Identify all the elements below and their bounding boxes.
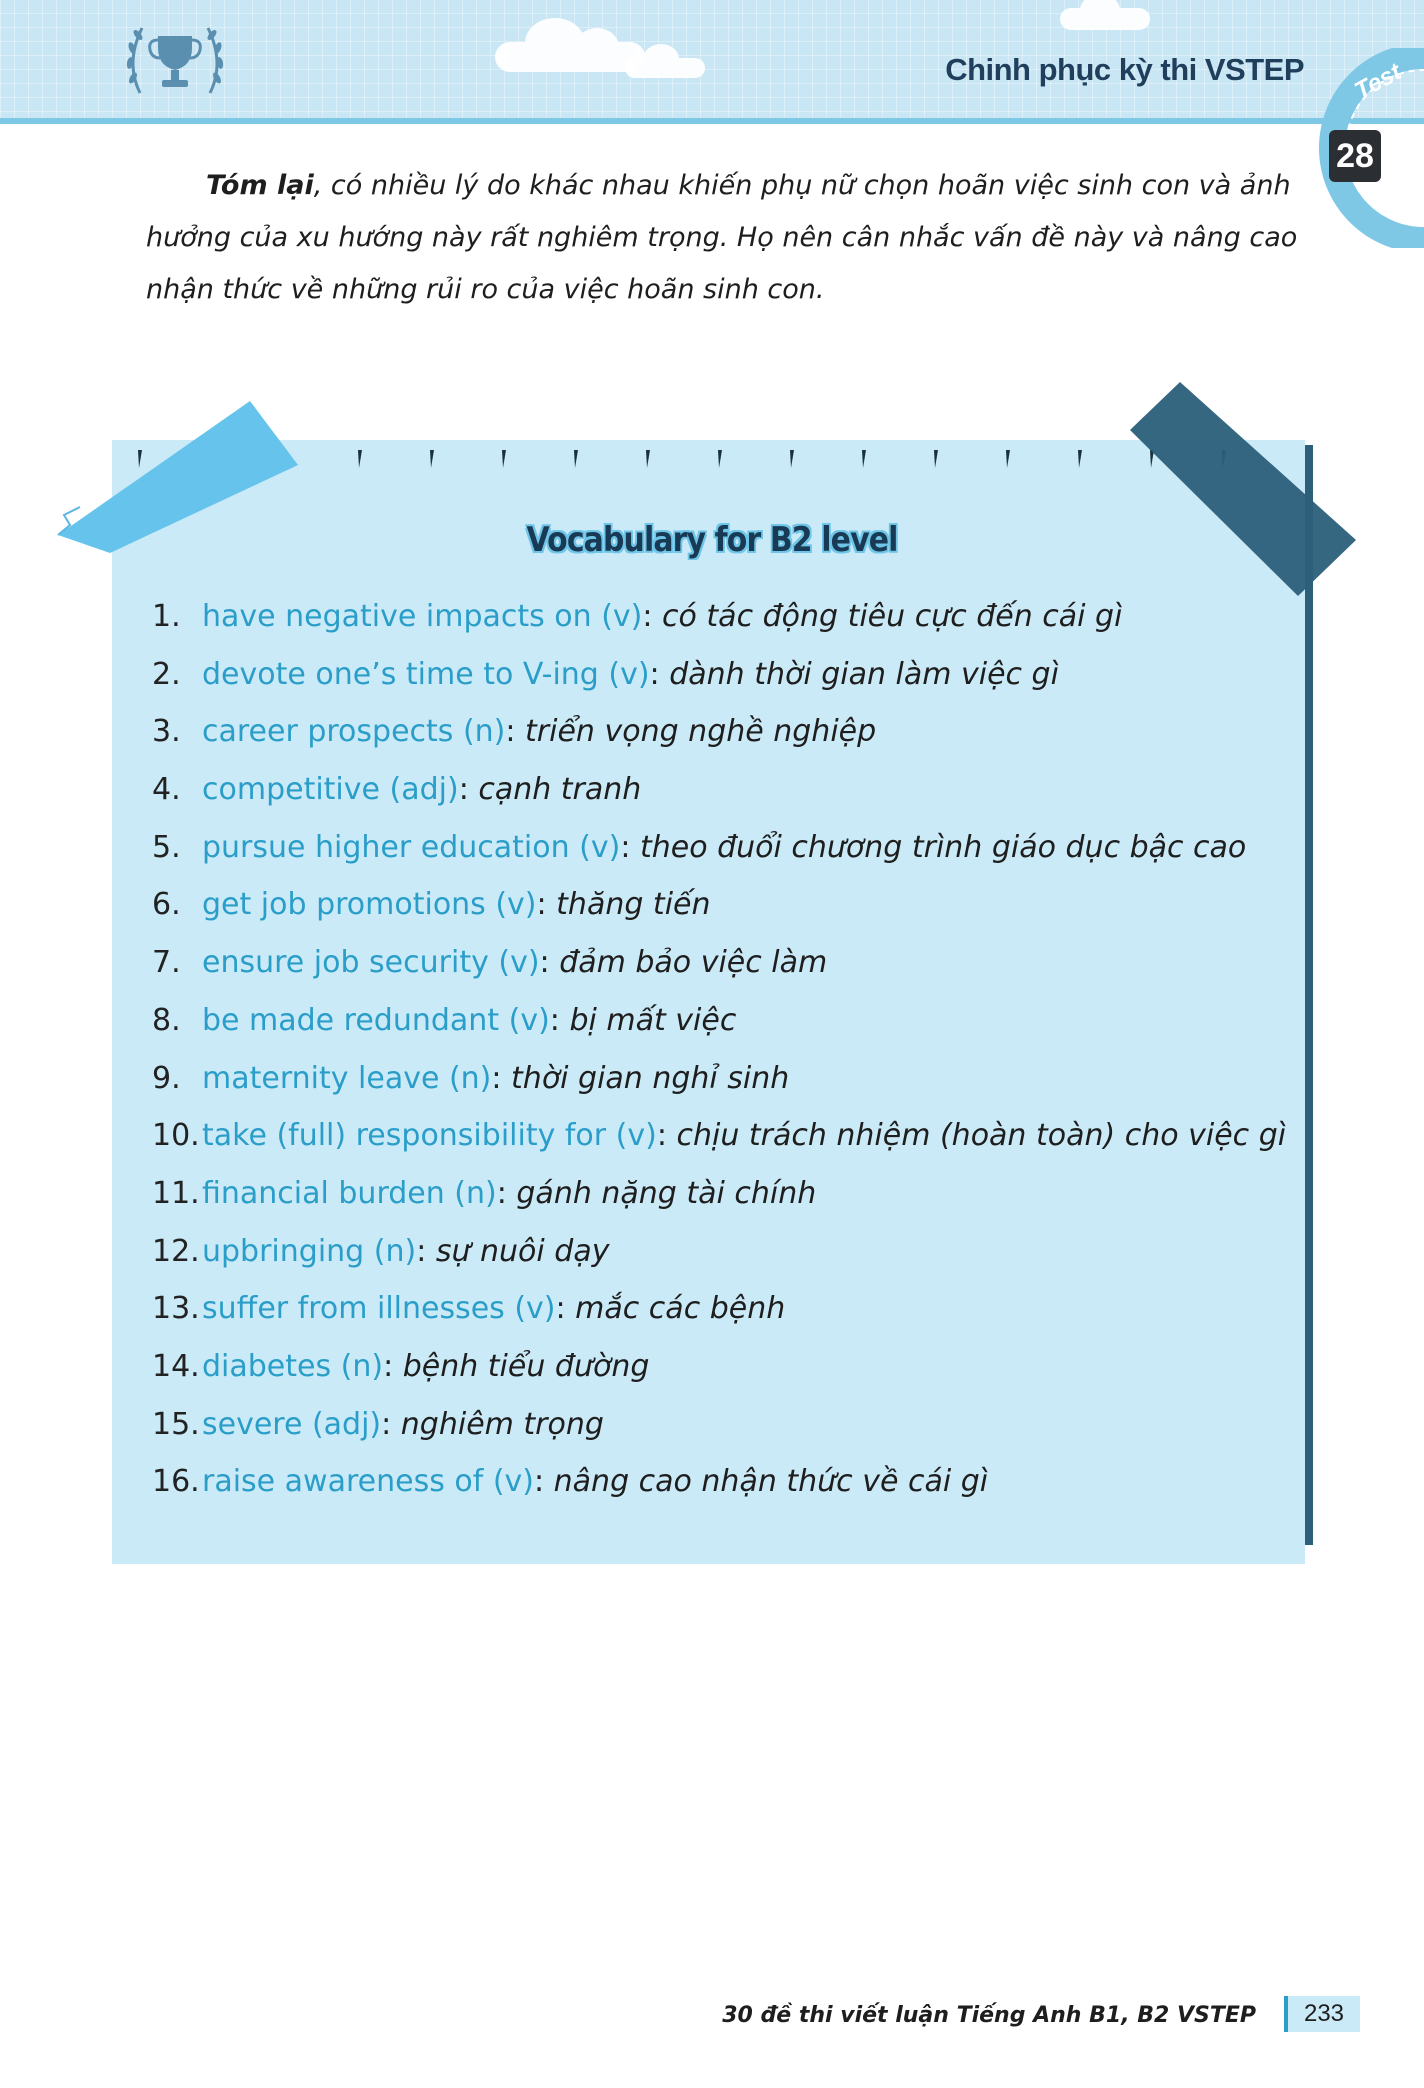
vocabulary-meaning: thời gian nghỉ sinh — [511, 1060, 790, 1096]
vocabulary-number: 5. — [152, 829, 181, 865]
vocabulary-number: 11. — [152, 1175, 200, 1211]
vocabulary-item — [152, 819, 1302, 877]
vocabulary-term: financial burden (n) — [202, 1175, 497, 1211]
vocabulary-term: have negative impacts on (v) — [202, 599, 643, 634]
page-number: 233 — [1284, 1996, 1360, 2032]
vocabulary-title — [85, 520, 1338, 560]
vocabulary-item — [152, 1453, 1302, 1511]
vocabulary-item — [152, 1223, 1302, 1281]
vocabulary-meaning: mắc các bệnh — [575, 1291, 786, 1327]
vocabulary-meaning: triển vọng nghề nghiệp — [525, 714, 877, 750]
vocabulary-number: 1. — [152, 599, 181, 634]
vocabulary-term: be made redundant (v) — [202, 1002, 550, 1038]
vocabulary-item — [152, 761, 1302, 819]
summary-paragraph — [146, 160, 1312, 316]
vocabulary-separator: : — [656, 1118, 677, 1154]
vocabulary-term: ensure job security (v) — [202, 945, 540, 981]
vocabulary-separator: : — [549, 1002, 570, 1038]
vocabulary-term: maternity leave (n) — [202, 1060, 492, 1096]
vocabulary-number: 13. — [152, 1291, 200, 1327]
vocabulary-term: career prospects (n) — [202, 714, 506, 750]
vocabulary-separator: : — [381, 1406, 401, 1442]
vocabulary-item — [152, 934, 1302, 992]
vocabulary-number: 16. — [152, 1464, 200, 1500]
vocabulary-meaning: thăng tiến — [556, 887, 711, 923]
vocabulary-meaning: đảm bảo việc làm — [559, 945, 828, 981]
vocabulary-separator: : — [539, 945, 560, 981]
vocabulary-term: raise awareness of (v) — [202, 1464, 534, 1500]
vocabulary-meaning: theo đuổi chương trình giáo dục bậc cao — [639, 829, 1247, 865]
vocabulary-separator: : — [491, 1060, 512, 1096]
vocabulary-item — [152, 1338, 1302, 1396]
vocabulary-meaning: chịu trách nhiệm (hoàn toàn) cho việc gì — [676, 1118, 1287, 1154]
vocabulary-list — [152, 588, 1302, 1511]
series-title: Chinh phục kỳ thi VSTEP — [945, 52, 1304, 87]
vocabulary-term: severe (adj) — [202, 1406, 382, 1442]
vocabulary-number: 12. — [152, 1233, 200, 1269]
book-title: 30 đề thi viết luận Tiếng Anh B1, B2 VSTEP — [722, 2003, 1256, 2028]
vocabulary-number: 4. — [152, 772, 181, 808]
vocabulary-meaning: nghiêm trọng — [400, 1406, 604, 1442]
vocabulary-separator: : — [620, 829, 640, 865]
vocabulary-item — [152, 646, 1302, 704]
vocabulary-number: 14. — [152, 1348, 200, 1384]
test-label: Test — [1350, 58, 1406, 105]
vocabulary-item — [152, 1280, 1302, 1338]
vocabulary-number: 9. — [152, 1060, 181, 1096]
vocabulary-term: devote one’s time to V-ing (v) — [202, 656, 650, 692]
vocabulary-number: 15. — [152, 1406, 200, 1442]
vocabulary-term: pursue higher education (v) — [202, 829, 621, 865]
vocabulary-meaning: dành thời gian làm việc gì — [669, 656, 1059, 692]
vocabulary-separator: : — [642, 599, 663, 634]
cloud-decoration — [1060, 8, 1150, 30]
vocabulary-separator: : — [534, 1464, 554, 1500]
vocabulary-term: get job promotions (v) — [202, 887, 537, 923]
vocabulary-item — [152, 1050, 1302, 1108]
vocabulary-term: upbringing (n) — [202, 1233, 417, 1269]
test-number: 28 — [1329, 130, 1381, 182]
vocabulary-separator: : — [416, 1233, 436, 1269]
vocabulary-number: 10. — [152, 1118, 200, 1154]
vocabulary-item — [152, 1165, 1302, 1223]
tape-right — [1128, 380, 1358, 600]
vocabulary-number: 8. — [152, 1002, 181, 1038]
vocabulary-separator: : — [536, 887, 557, 923]
vocabulary-separator: : — [555, 1291, 576, 1327]
vocabulary-term: competitive (adj) — [202, 772, 459, 808]
vocabulary-meaning: cạnh tranh — [478, 772, 642, 808]
summary-text: , có nhiều lý do khác nhau khiến phụ nữ chọn hoãn việc sinh con và ảnh hưởng của xu hướng này rất nghiêm trọng. Họ nên cân nhắc vấn đề này và nâng cao nhận thức về những rủi ro của việc hoãn sinh con. — [146, 170, 1298, 305]
vocabulary-number: 6. — [152, 887, 181, 923]
vocabulary-number: 3. — [152, 714, 181, 750]
vocabulary-item — [152, 1107, 1302, 1165]
vocabulary-meaning: có tác động tiêu cực đến cái gì — [662, 599, 1123, 634]
vocabulary-separator: : — [505, 714, 526, 750]
vocabulary-meaning: sự nuôi dạy — [435, 1233, 610, 1269]
vocabulary-separator: : — [496, 1175, 517, 1211]
vocabulary-separator: : — [383, 1348, 403, 1384]
vocabulary-separator: : — [649, 656, 670, 692]
vocabulary-item — [152, 876, 1302, 934]
vocabulary-meaning: bị mất việc — [569, 1002, 737, 1038]
vocabulary-item — [152, 1396, 1302, 1454]
trophy-icon — [120, 8, 230, 108]
vocabulary-number: 7. — [152, 945, 181, 981]
vocabulary-meaning: gánh nặng tài chính — [516, 1175, 817, 1211]
vocabulary-term: take (full) responsibility for (v) — [202, 1118, 657, 1154]
vocabulary-term: suffer from illnesses (v) — [202, 1291, 556, 1327]
vocabulary-separator: : — [458, 772, 479, 808]
summary-lead: Tóm lại — [206, 170, 314, 201]
vocabulary-term: diabetes (n) — [202, 1348, 384, 1384]
cloud-decoration — [495, 42, 645, 72]
vocabulary-meaning: bệnh tiểu đường — [402, 1348, 650, 1384]
page-header — [0, 0, 1424, 124]
vocabulary-title-text: Vocabulary for B2 level — [526, 520, 898, 560]
vocabulary-item — [152, 703, 1302, 761]
vocabulary-item — [152, 588, 1302, 646]
vocabulary-number: 2. — [152, 656, 181, 692]
vocabulary-meaning: nâng cao nhận thức về cái gì — [553, 1464, 989, 1500]
cloud-decoration — [625, 58, 705, 78]
vocabulary-item — [152, 992, 1302, 1050]
